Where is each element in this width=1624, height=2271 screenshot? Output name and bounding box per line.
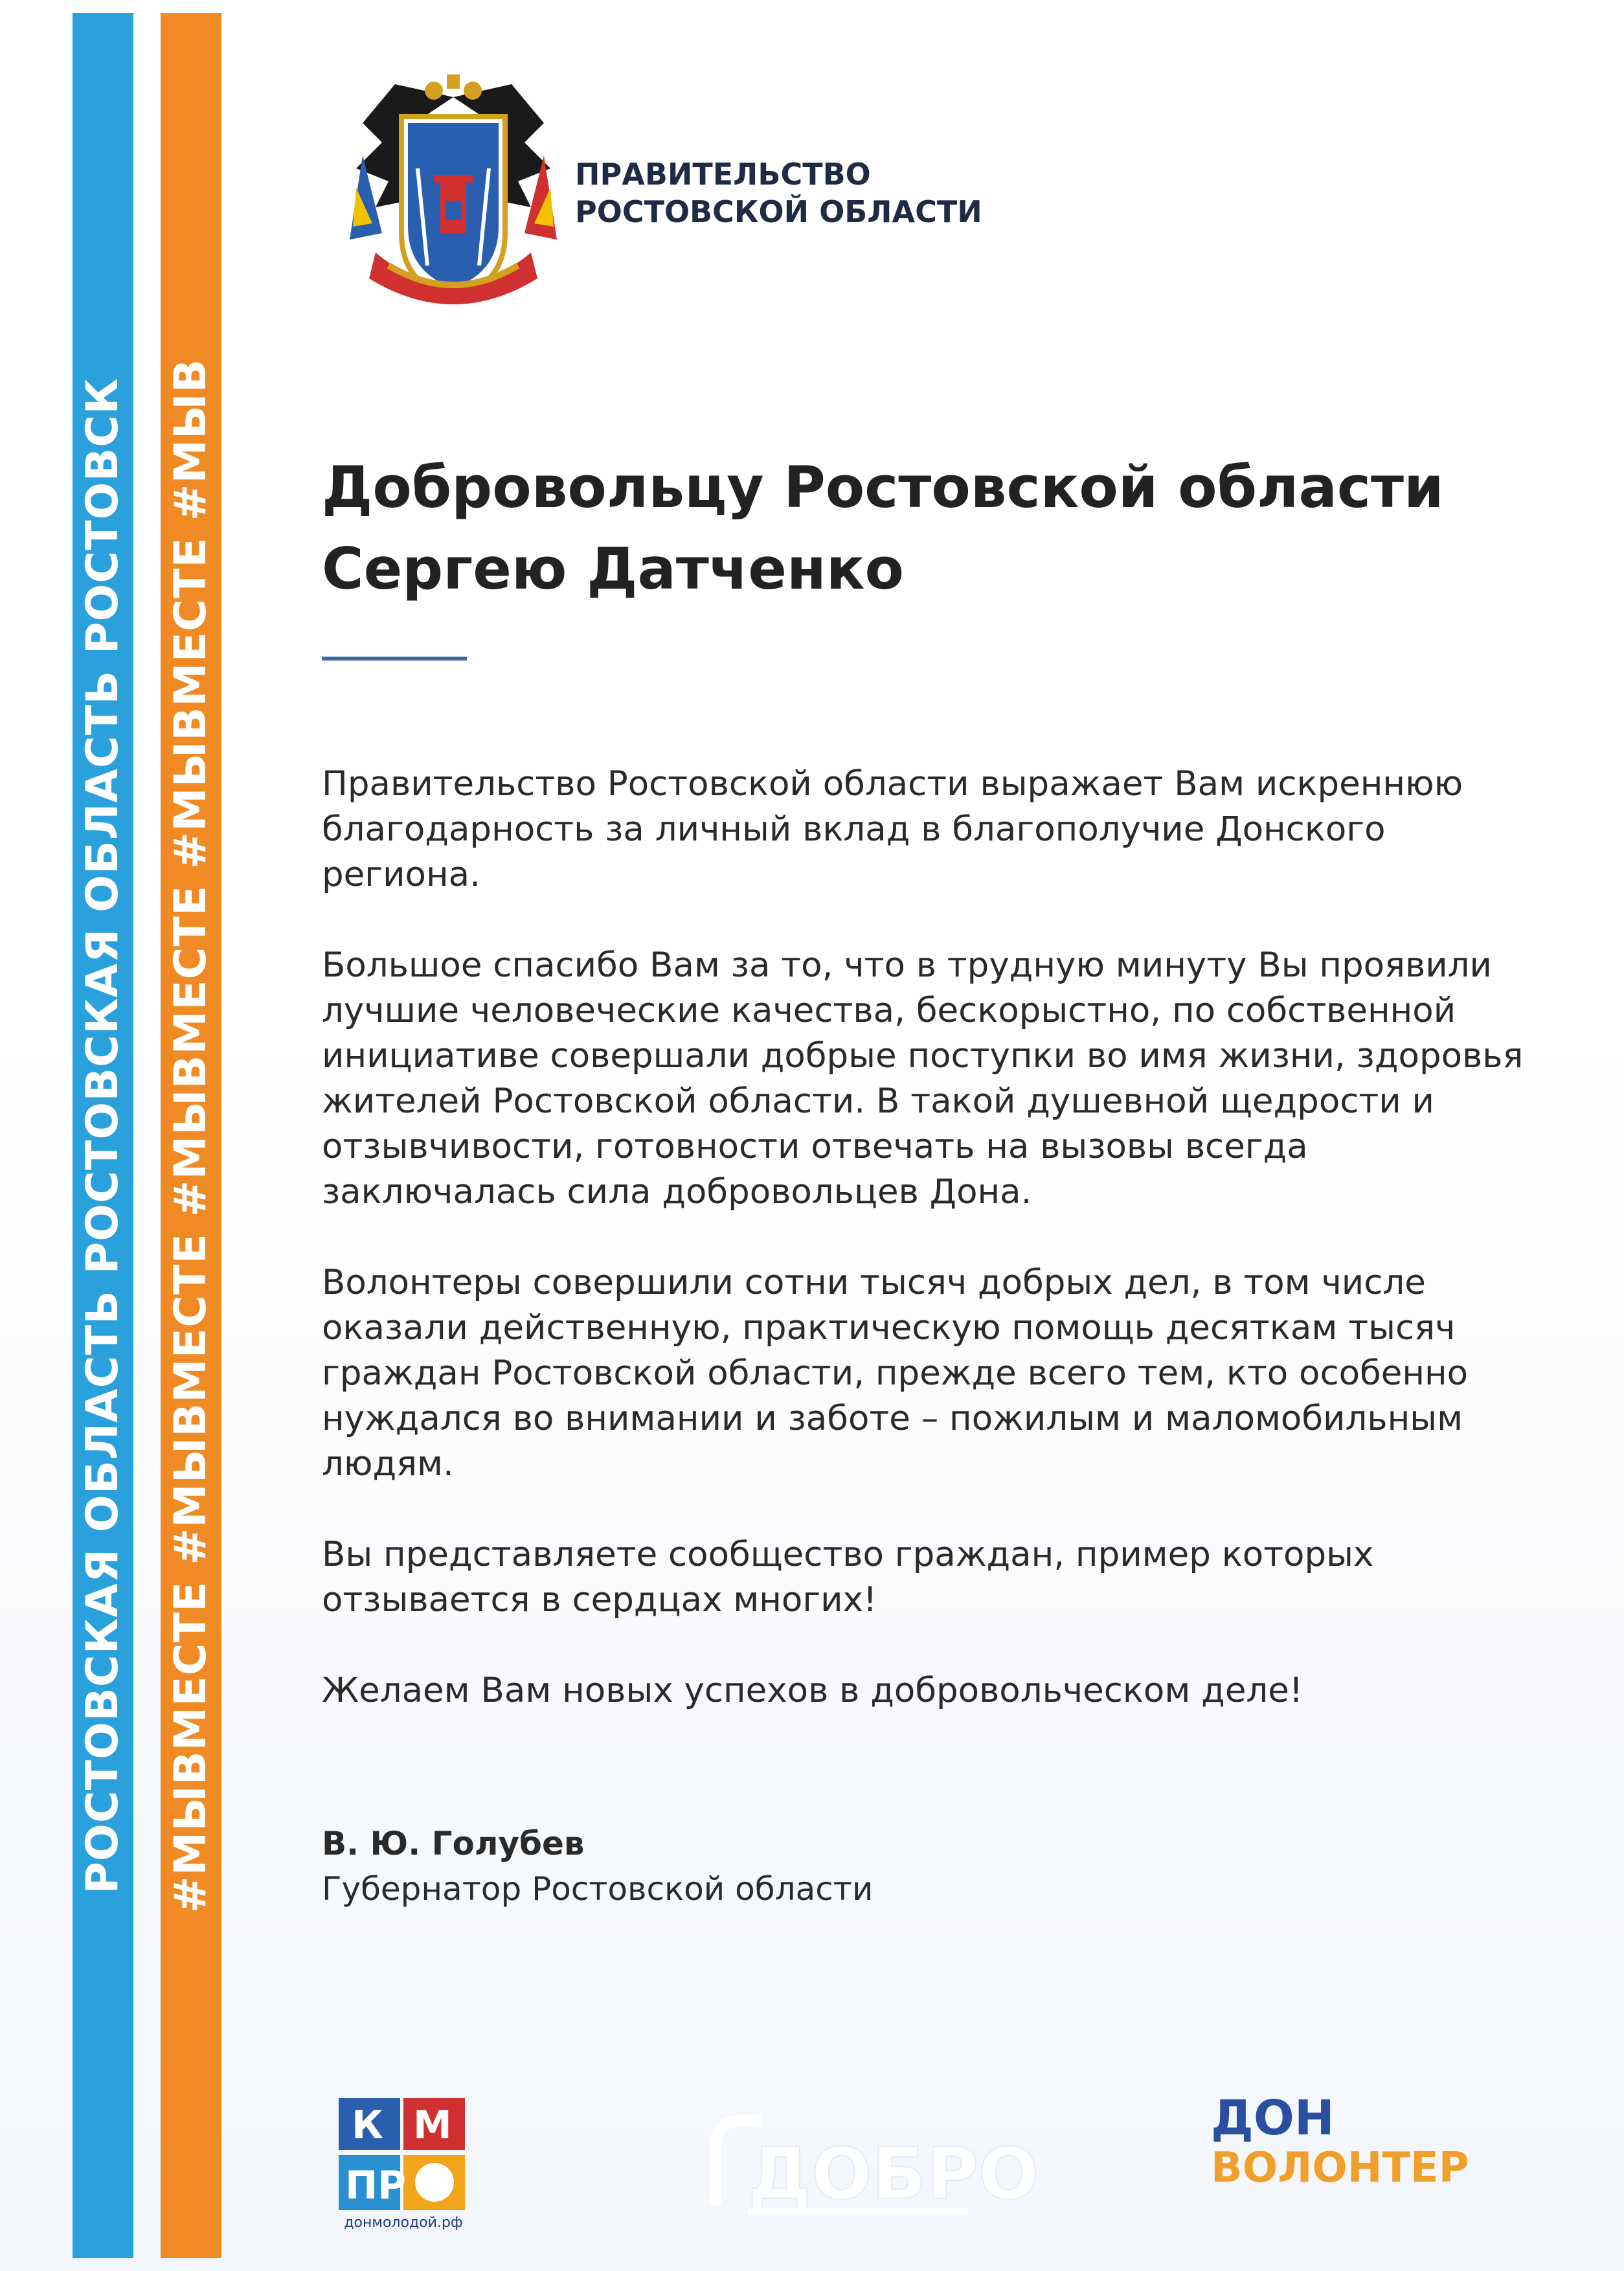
don-logo-line2: ВОЛОНТЕР (1211, 2144, 1469, 2192)
addressee-heading (322, 447, 1487, 610)
don-volunteer-logo (1211, 2092, 1483, 2191)
signatory-name: В. Ю. Голубев (322, 1825, 585, 1862)
kmp-logo-icon (339, 2098, 468, 2218)
body-paragraph-2: Большое спасибо Вам за то, что в трудную минуту Вы проявили лучшие человеческие качества, бескорыстно, по собственной инициативе совершали добрые поступки во имя жизни, здоровья жителей Ростовской области. В такой душевной щедрости и отзывчивости, готовности отвечать на вызовы всегда заключалась сила добровольцев Дона. (322, 945, 1524, 1212)
addressee-line2: Сергею Датченко (322, 536, 904, 602)
side-stripe-blue (73, 13, 133, 2258)
signatory-position: Губернатор Ростовской области (322, 1870, 874, 1908)
don-logo-line1: ДОН (1211, 2090, 1335, 2146)
letter-body (322, 762, 1526, 1759)
dobro-logo-text: ДОБРО (748, 2132, 1039, 2215)
dobro-logo-icon (709, 2108, 1039, 2218)
addressee-line1: Добровольцу Ростовской области (322, 454, 1444, 521)
org-title-line2: РОСТОВСКОЙ ОБЛАСТИ (575, 194, 982, 229)
body-paragraph-1: Правительство Ростовской области выражает Вам искреннюю благодарность за личный вклад в благополучие Донского региона. (322, 764, 1463, 894)
svg-text:К: К (352, 2103, 384, 2148)
organization-title (575, 155, 1028, 231)
accent-divider (322, 657, 467, 661)
org-title-line1: ПРАВИТЕЛЬСТВО (575, 157, 871, 192)
body-paragraph-5: Желаем Вам новых успехов в добровольческом деле! (322, 1671, 1303, 1710)
coat-of-arms-icon (337, 71, 570, 317)
svg-text:М: М (413, 2103, 452, 2148)
body-paragraph-4: Вы представляете сообщество граждан, пример которых отзывается в сердцах многих! (322, 1535, 1374, 1620)
body-paragraph-3: Волонтеры совершили сотни тысяч добрых дел, в том числе оказали действенную, практическую помощь десяткам тысяч граждан Ростовской области, прежде всего тем, кто особенно нуждался во внимании и заботе – пожилым и маломобильным людям. (322, 1263, 1469, 1484)
kmp-logo-caption: донмолодой.рф (344, 2215, 463, 2231)
stripe-orange-text: #МЫВМЕСТЕ #МЫВМЕСТЕ #МЫВМЕСТЕ #МЫВМЕСТЕ #МЫВ (165, 358, 216, 1913)
signature-block (322, 1821, 1099, 1912)
svg-text:ПР: ПР (345, 2163, 407, 2208)
side-stripe-orange (161, 13, 221, 2258)
stripe-blue-text: РОСТОВСКАЯ ОБЛАСТЬ РОСТОВСКАЯ ОБЛАСТЬ РОСТОВСК (77, 377, 128, 1894)
